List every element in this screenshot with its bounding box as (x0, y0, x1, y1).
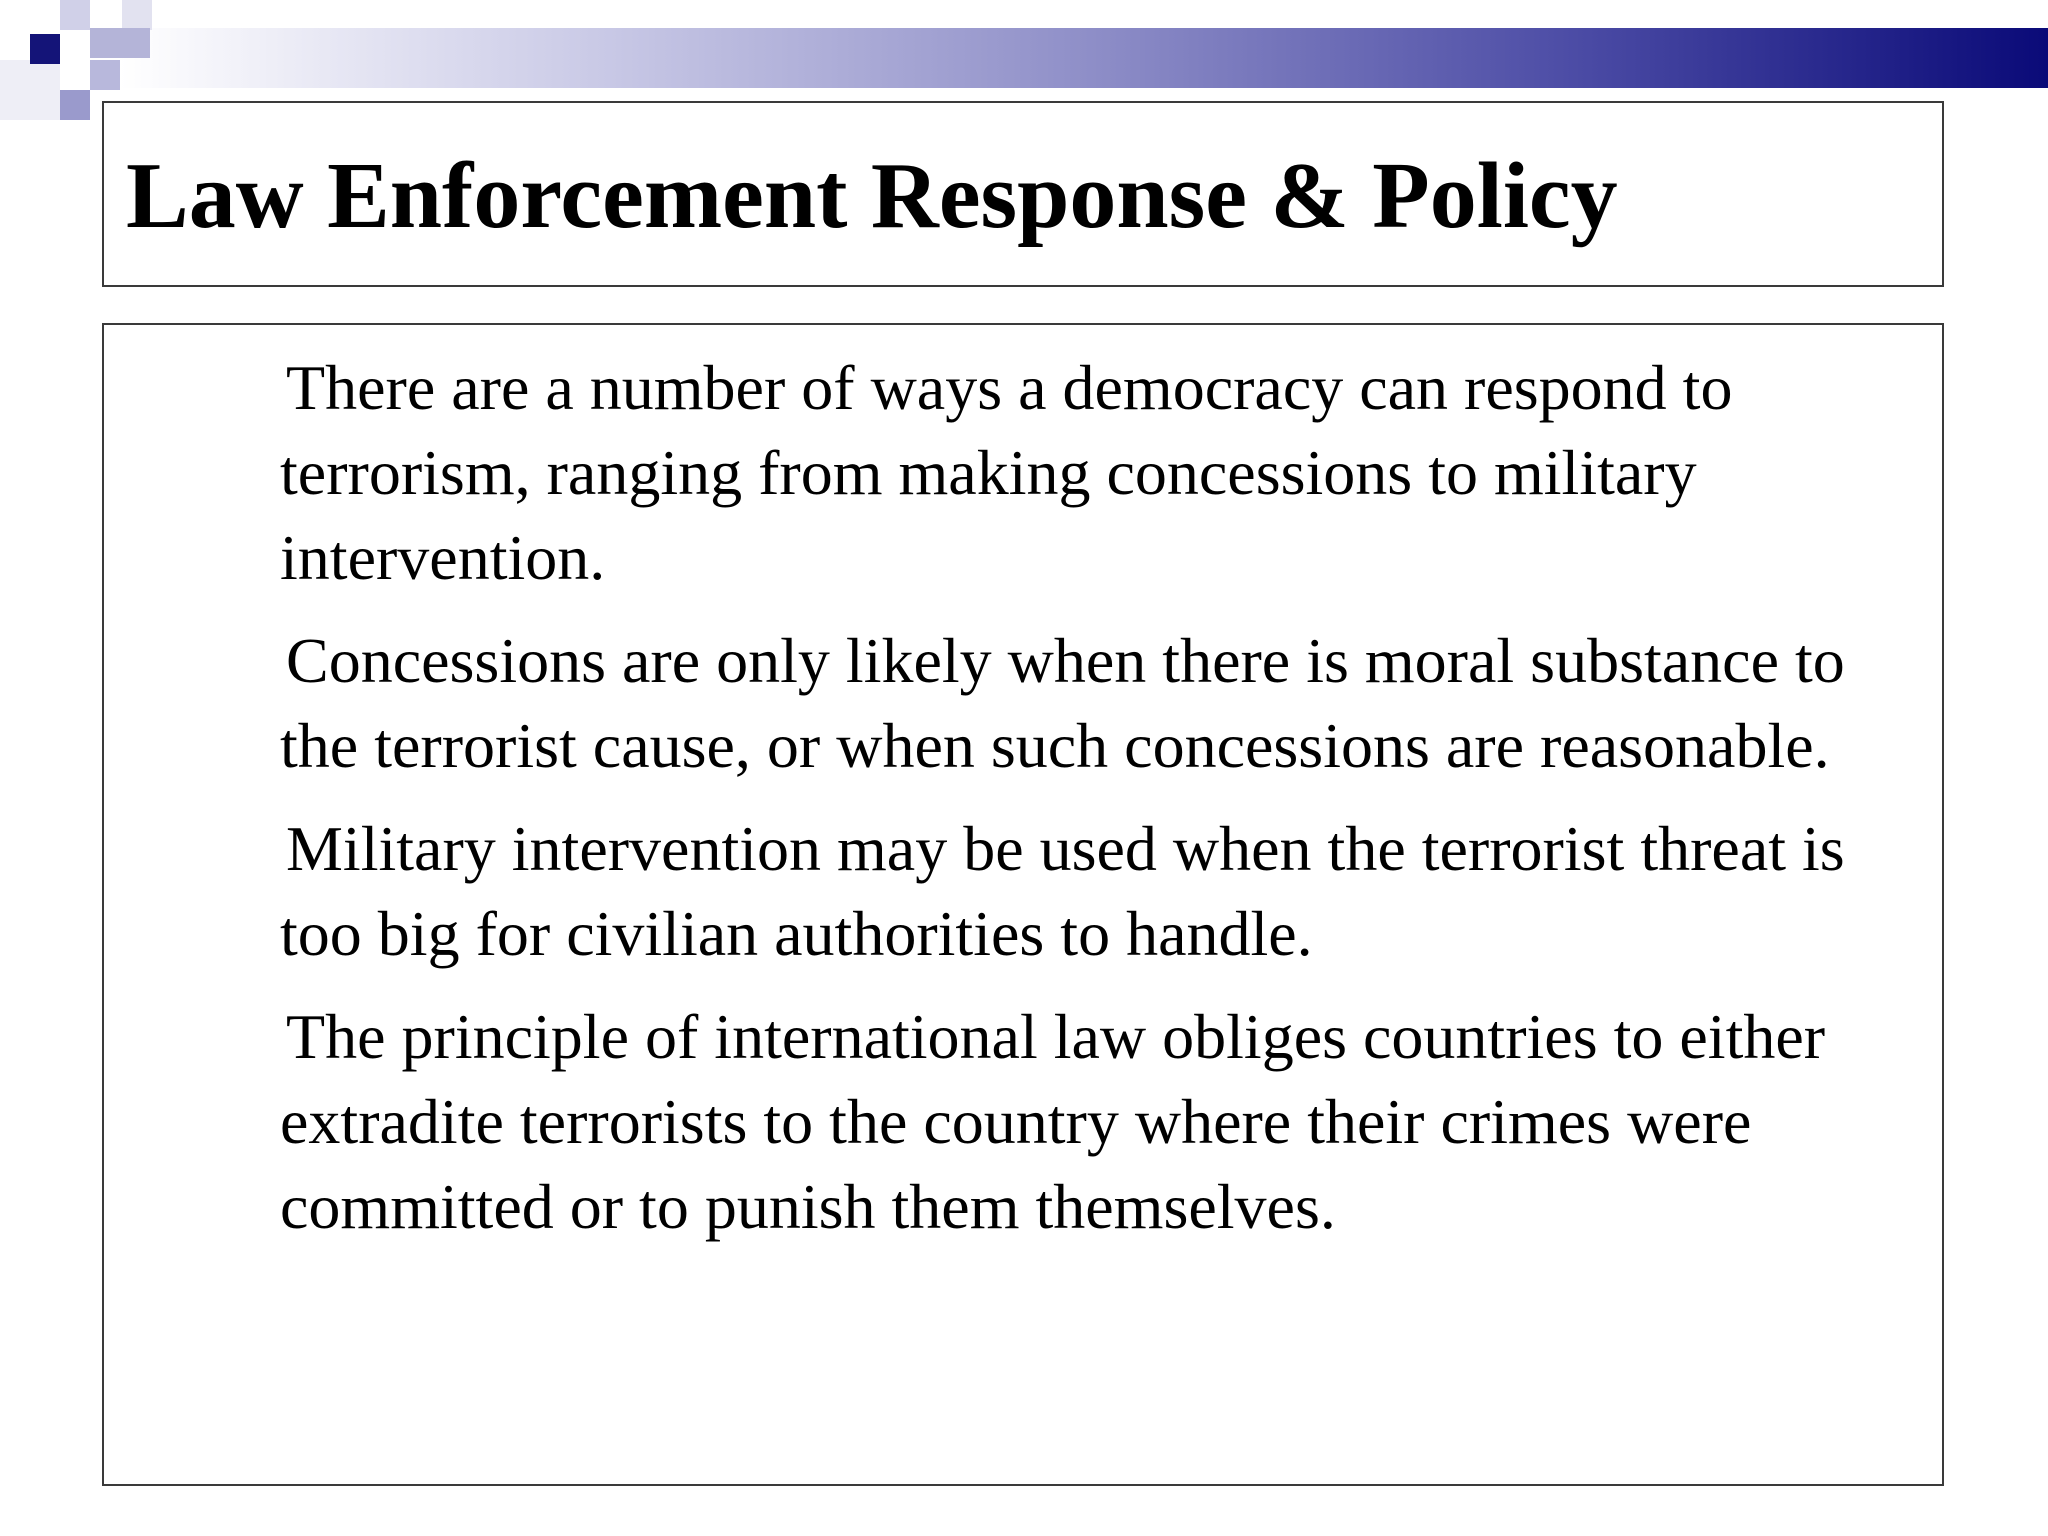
decorative-square (122, 0, 152, 30)
bullet-item: Military intervention may be used when the terrorist threat is too big for civilian authorities to handle. (280, 813, 1845, 969)
decorative-square (60, 0, 90, 30)
decorative-square (0, 60, 60, 120)
decorative-square (60, 90, 90, 120)
decorative-gradient-band (120, 28, 2048, 88)
decorative-square (30, 34, 60, 64)
bullet-item: The principle of international law obliges countries to either extradite terrorists to the country where their crimes were committed or to punish them themselves. (280, 1001, 1826, 1242)
bullet-item: There are a number of ways a democracy can respond to terrorism, ranging from making concessions to military intervention. (280, 352, 1733, 593)
slide-title: Law Enforcement Response & Policy (126, 144, 1618, 248)
decorative-square (90, 28, 150, 58)
title-box (102, 101, 1944, 287)
decorative-square (90, 60, 120, 90)
content-box (102, 323, 1944, 1486)
bullet-list (280, 345, 1920, 1267)
bullet-item: Concessions are only likely when there is moral substance to the terrorist cause, or when such concessions are reasonable. (280, 625, 1845, 781)
